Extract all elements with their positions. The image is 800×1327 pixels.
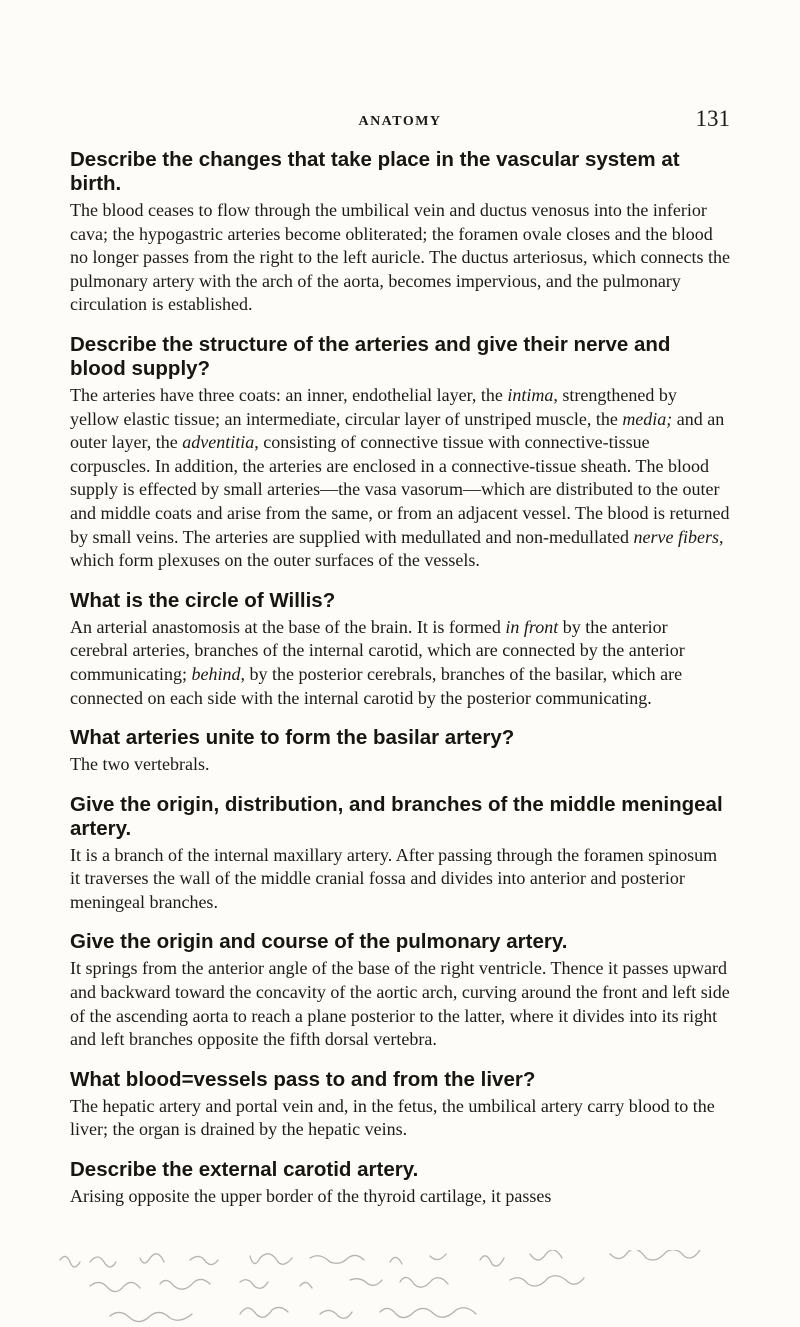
answer-text: , which form plexuses on the outer surfaces of the vessels. xyxy=(70,526,724,571)
italic-term: nerve fibers xyxy=(633,526,719,547)
running-title: ANATOMY xyxy=(358,114,442,129)
italic-term: intima xyxy=(507,384,554,405)
running-head xyxy=(70,100,730,136)
qa-section xyxy=(70,589,730,710)
answer-text: The arteries have three coats: an inner, endothelial layer, the xyxy=(70,384,508,405)
question-heading: Describe the changes that take place in the vascular system at birth. xyxy=(70,148,680,195)
answer-text: The hepatic artery and portal vein and, in the fetus, the umbilical artery carry blood to the liver; the organ is drained by the hepatic veins. xyxy=(70,1095,715,1140)
answer-text: It springs from the anterior angle of the base of the right ventricle. Thence it passes upward and backward toward the concavity of the aortic arch, curving around the front and left side of the ascending aorta to reach a plane posterior to the latter, where it divides into its right and left branches opposite the fifth dorsal vertebra. xyxy=(70,958,730,1050)
answer-text: by the anterior cerebral arteries, branches of the internal carotid, which are connected by the anterior communicating; xyxy=(70,616,685,684)
qa-section xyxy=(70,148,730,317)
italic-term: media; xyxy=(622,408,673,429)
qa-section xyxy=(70,930,730,1051)
answer-paragraph xyxy=(70,199,730,317)
answer-text: and an outer layer, the xyxy=(70,408,725,453)
qa-section xyxy=(70,793,730,915)
answer-paragraph xyxy=(70,1185,730,1209)
question-heading: Give the origin and course of the pulmonary artery. xyxy=(70,930,568,954)
answer-paragraph xyxy=(70,384,730,573)
answer-text: The blood ceases to flow through the umbilical vein and ductus venosus into the inferior cava; the hypogastric arteries become obliterated; the foramen ovale closes and the blood no longer passes from the right to the left auricle. The ductus arteriosus, which connects the pulmonary artery with the arch of the aorta, becomes impervious, and the pulmonary circulation is established. xyxy=(70,200,730,315)
answer-paragraph xyxy=(70,753,730,777)
page-number: 131 xyxy=(695,106,730,131)
answer-text: Arising opposite the upper border of the thyroid cartilage, it passes xyxy=(70,1186,552,1207)
pencil-handwriting xyxy=(50,1250,750,1327)
answer-text: , by the posterior cerebrals, branches of the basilar, which are connected on each side with the internal carotid by the posterior communicating. xyxy=(70,663,683,708)
answer-text: An arterial anastomosis at the base of the brain. It is formed xyxy=(70,616,506,637)
qa-section xyxy=(70,726,730,777)
answer-paragraph xyxy=(70,1095,730,1142)
question-heading: Describe the external carotid artery. xyxy=(70,1158,419,1182)
qa-section xyxy=(70,1158,730,1209)
answer-paragraph xyxy=(70,957,730,1051)
page-body xyxy=(70,148,730,1225)
answer-text: The two vertebrals. xyxy=(70,754,210,775)
question-heading: What arteries unite to form the basilar artery? xyxy=(70,726,515,750)
answer-text: , consisting of connective tissue with connective-tissue corpuscles. In addition, the arteries are enclosed in a connective-tissue sheath. The blood supply is effected by small arteries—the vasa vasorum—which are distributed to the outer and middle coats and arise from the same, or from an adjacent vessel. The blood is returned by small veins. The arteries are supplied with medullated and non-medullated xyxy=(70,432,730,547)
question-heading: Describe the structure of the arteries and give their nerve and blood supply? xyxy=(70,332,671,380)
answer-paragraph xyxy=(70,616,730,710)
answer-text: , strengthened by yellow elastic tissue; an intermediate, circular layer of unstriped muscle, the xyxy=(70,384,677,429)
italic-term: adventitia xyxy=(182,432,255,453)
qa-section xyxy=(70,1068,730,1142)
italic-term: behind xyxy=(191,663,241,684)
question-heading: What blood=vessels pass to and from the liver? xyxy=(70,1067,536,1091)
italic-term: in front xyxy=(505,616,559,637)
question-heading: Give the origin, distribution, and branches of the middle meningeal artery. xyxy=(70,792,723,840)
answer-paragraph xyxy=(70,844,730,915)
qa-section xyxy=(70,333,730,573)
answer-text: It is a branch of the internal maxillary artery. After passing through the foramen spinosum it traverses the wall of the middle cranial fossa and divides into anterior and posterior meningeal branches. xyxy=(70,844,718,912)
question-heading: What is the circle of Willis? xyxy=(70,588,336,612)
